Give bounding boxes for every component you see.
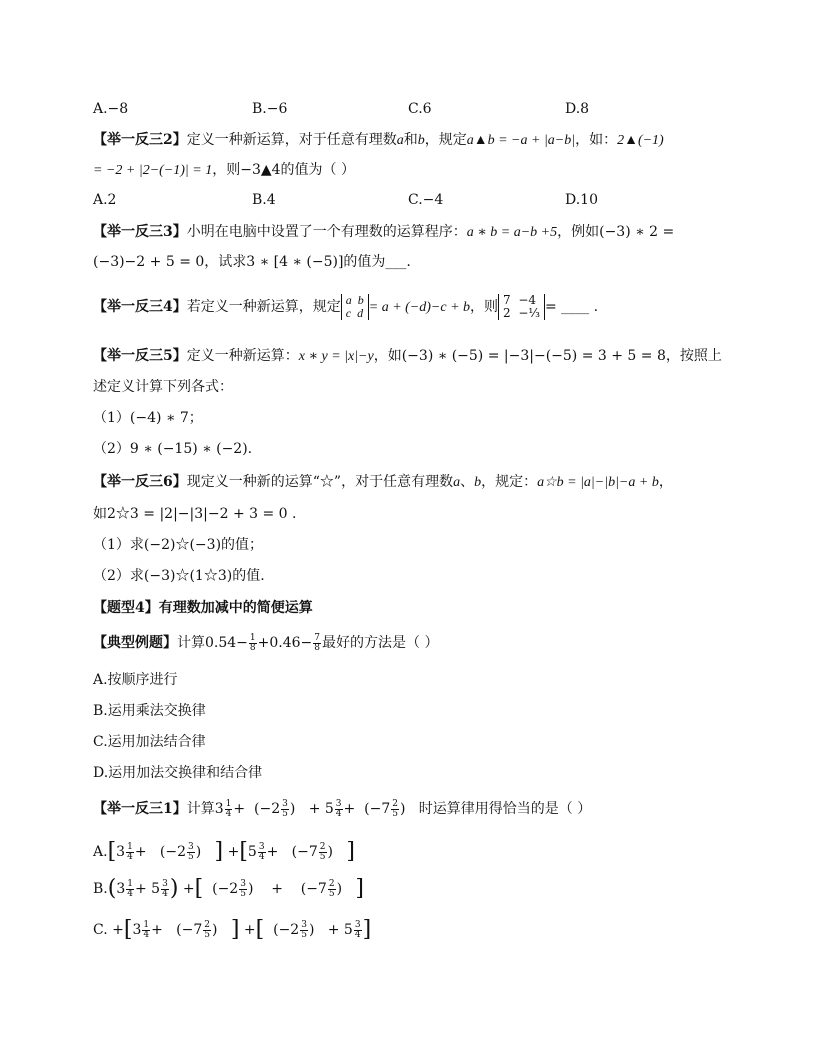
question-text: 和: [403, 132, 418, 148]
var-a: a: [396, 133, 404, 148]
option-a: A.2: [93, 192, 117, 208]
question-6-sub2: （2）求(−3)☆(1☆3)的值.: [93, 568, 265, 584]
example-formula: 2▲(−1): [617, 133, 664, 148]
question-text: 若定义一种新运算，规定: [186, 299, 341, 315]
question-5-sub2: （2）9 ∗ (−15) ∗ (−2).: [93, 441, 253, 457]
rule-formula: a▲b = −a + |a−b|: [466, 133, 576, 148]
fraction: $\frac{3}{5}$: [282, 798, 288, 819]
option-label: B.: [93, 881, 108, 897]
question-2-line1: [93, 130, 664, 151]
question-3-line1: [93, 222, 674, 243]
question-6-line1: [93, 472, 673, 493]
question-tag: 【举一反三5】: [93, 348, 187, 364]
question-text: 小明在电脑中设置了一个有理数的运算程序：: [186, 224, 467, 240]
example-formula: (−3)−2 + 5 = 0: [93, 254, 205, 270]
option-d: D.10: [565, 192, 598, 208]
option-c: C.−4: [408, 192, 444, 208]
question-text: ，则: [470, 299, 499, 315]
fraction: $\frac{2}{5}$: [392, 798, 398, 819]
question-6-line2: 如2☆3 = |2|−|3|−2 + 3 = 0 .: [93, 506, 297, 522]
question-tag: 【典型例题】: [93, 635, 177, 651]
det-cell: 7: [503, 293, 511, 307]
rule-formula: a ∗ b = a−b +5: [466, 225, 558, 240]
det-cell: 2: [503, 306, 511, 320]
det-cell: d: [357, 306, 364, 320]
det-cell: −⅓: [518, 306, 540, 320]
question-text: ，则−3▲4的值为（ ）: [212, 162, 355, 178]
var-b: b: [417, 133, 425, 148]
question-text: +0.46−: [257, 635, 313, 651]
section-heading: 【题型4】有理数加减中的简便运算: [93, 600, 313, 616]
question-text: 定义一种新运算，对于任意有理数: [186, 132, 397, 148]
numerator: 7: [314, 632, 321, 643]
example-question: [93, 630, 438, 656]
var-a: a: [453, 475, 461, 490]
option-label: A.: [93, 844, 108, 860]
rule-formula: = a + (−d)−c + b: [368, 300, 471, 315]
fraction: $\frac{1}{4}$: [225, 798, 232, 819]
question-5-line1: [93, 346, 722, 367]
question-5-sub1: （1）(−4) ∗ 7；: [93, 410, 203, 426]
option-c: C.运用加法结合律: [93, 734, 206, 750]
question-text: 定义一种新运算：: [186, 348, 299, 364]
question-text: 计算3: [186, 801, 224, 817]
question-text: ，: [658, 474, 673, 490]
option-d: D.8: [565, 101, 590, 117]
fraction: $\frac{3}{4}$: [335, 798, 342, 819]
example-formula: = −2 + |2−(−1)| = 1: [93, 163, 213, 178]
rule-formula: x ∗ y = |x|−y: [298, 349, 374, 364]
question-text: ，如(−3) ∗ (−5) = |−3|−(−5) = 3 + 5 = 8，按照上: [373, 348, 722, 364]
question-4: [93, 290, 598, 325]
option-label: C. +: [93, 922, 124, 938]
rule-formula: a☆b = |a|−|b|−a + b: [537, 475, 659, 490]
question-text: 时运算律用得恰当的是（ ）: [418, 801, 592, 817]
answer-blank: = ____ .: [545, 299, 599, 315]
denominator: 8: [314, 642, 321, 653]
question-6-sub1: （1）求(−2)☆(−3)的值；: [93, 537, 264, 553]
question-text: 现定义一种新的运算“☆”，对于任意有理数: [186, 474, 454, 490]
option-c: C.6: [408, 101, 432, 117]
question-tag: 【举一反三3】: [93, 224, 187, 240]
denominator: 8: [249, 642, 256, 653]
question-tag: 【举一反三6】: [93, 474, 187, 490]
option-d: D.运用加法交换律和结合律: [93, 765, 263, 781]
question-text: ，试求3 ∗ [4 ∗ (−5)]的值为___.: [204, 254, 411, 270]
numerator: 1: [249, 632, 256, 643]
q7-option-c: C. +[3 $\frac{1}{4}$ + (−7 $\frac{2}{5}$ ) ] +[ (−2 $\frac{3}{5}$ ) + 5 $\frac{3}{4}$ ]: [93, 917, 372, 942]
det-cell: −4: [518, 293, 537, 307]
det-cell: c: [345, 306, 352, 320]
question-text: ，规定: [424, 132, 467, 148]
question-text: ，例如(−3) ∗ 2 =: [557, 224, 675, 240]
determinant-numbers: [498, 294, 545, 320]
question-tag: 【举一反三4】: [93, 299, 187, 315]
question-text: 最好的方法是（ ）: [322, 635, 439, 651]
option-b: B.4: [252, 192, 276, 208]
option-a: A.按顺序进行: [93, 672, 178, 688]
option-a: A.−8: [93, 101, 129, 117]
option-b: B.−6: [252, 101, 288, 117]
question-text: ，如：: [575, 132, 618, 148]
question-5-line2: 述定义计算下列各式：: [93, 379, 233, 395]
question-text: ，规定：: [481, 474, 538, 490]
question-2-line2: [93, 160, 355, 181]
det-cell: b: [357, 293, 364, 307]
q7-option-a: A.[3 $\frac{1}{4}$ + (−2 $\frac{3}{5}$ ) ] +[5 $\frac{3}{4}$ + (−7 $\frac{2}{5}$ ) ]: [93, 839, 355, 864]
fraction: [249, 634, 257, 653]
question-7: 【举一反三1】计算3 $\frac{1}{4}$ + (−2 $\frac{3}{5}$ ) + 5 $\frac{3}{4}$ + (−7 $\frac{2}{5}$ ) 时运算律用得恰当的是（ ）: [93, 798, 592, 819]
q7-option-b: B.(3 $\frac{1}{4}$ + 5 $\frac{3}{4}$ ) +[ (−2 $\frac{3}{5}$ ) + (−7 $\frac{2}{5}$ ) ]: [93, 876, 364, 901]
question-3-line2: [93, 252, 411, 272]
var-b: b: [474, 475, 482, 490]
option-b: B.运用乘法交换律: [93, 703, 206, 719]
question-text: 、: [460, 474, 475, 490]
question-tag: 【举一反三2】: [93, 132, 187, 148]
det-cell: a: [345, 293, 352, 307]
question-text: 计算0.54−: [177, 635, 248, 651]
question-tag: 【举一反三1】: [93, 801, 187, 817]
fraction: [313, 634, 321, 653]
determinant-abcd: [341, 294, 369, 320]
